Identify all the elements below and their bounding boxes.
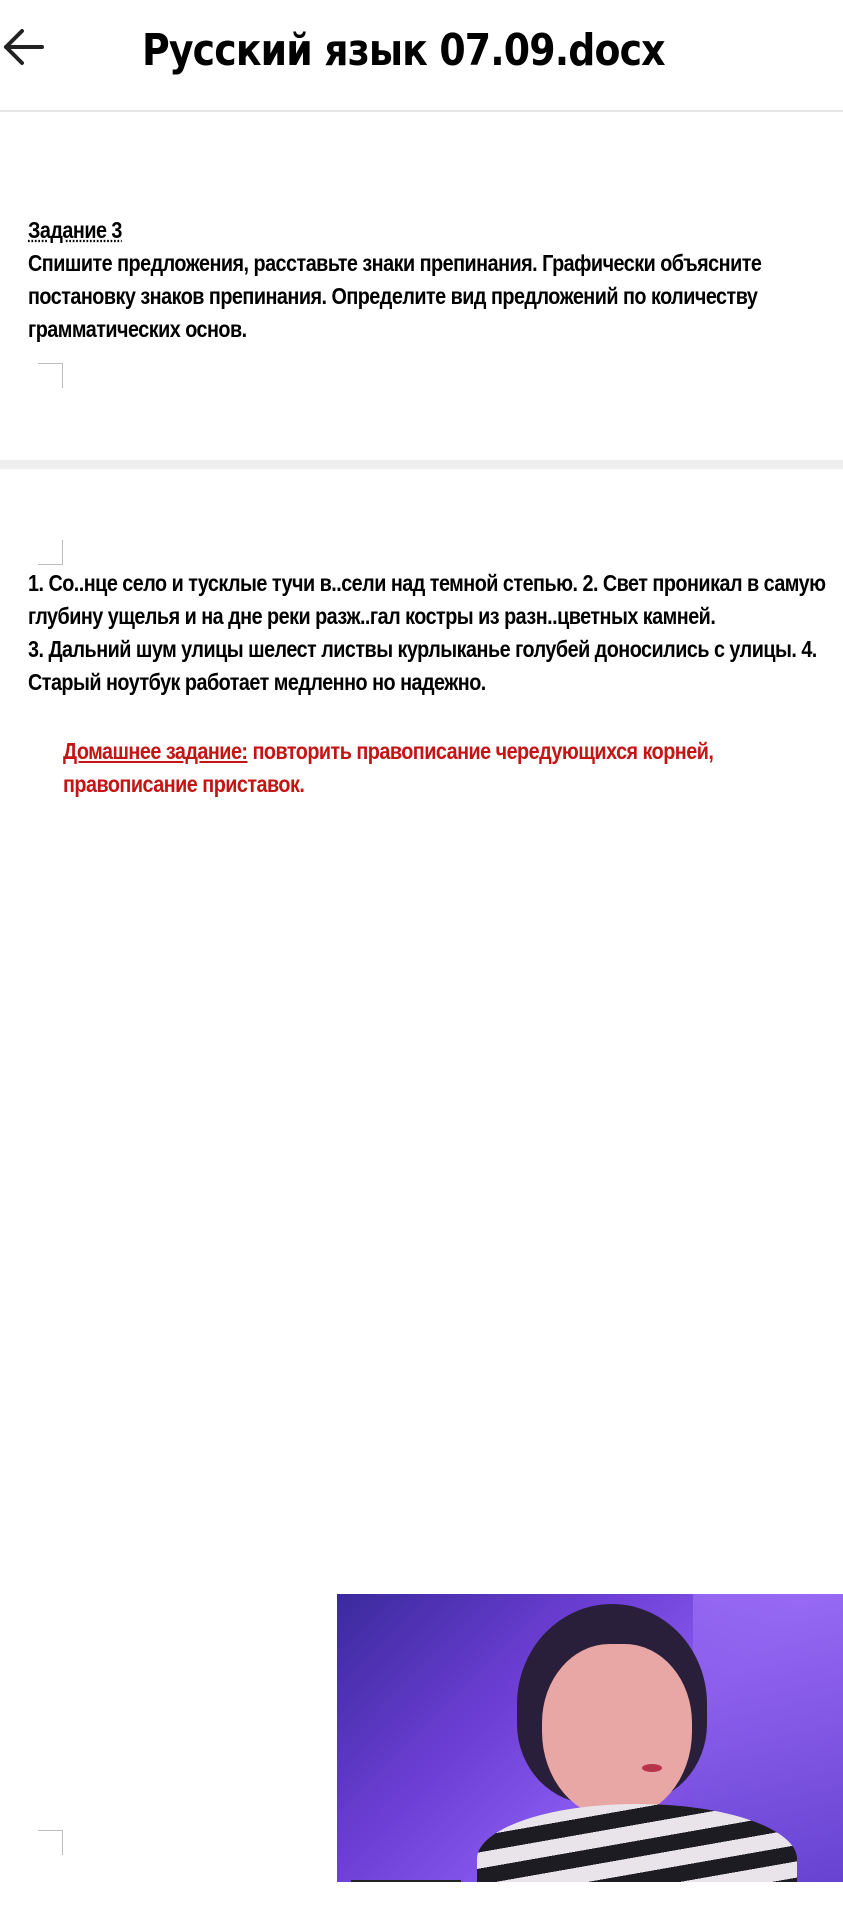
- document-title: Русский язык 07.09.docx: [142, 25, 665, 76]
- page-separator: [0, 460, 843, 469]
- margin-corner-mark: [38, 540, 63, 565]
- top-app-bar: [0, 0, 843, 112]
- task-instruction-line: постановку знаков препинания. Определите вид предложений по количеству: [28, 283, 758, 309]
- task-instruction-line: Спишите предложения, расставьте знаки препинания. Графически объясните: [28, 250, 762, 276]
- homework-label: Домашнее задание:: [63, 738, 248, 764]
- task-instruction-line: грамматических основ.: [28, 316, 247, 342]
- margin-corner-mark: [38, 363, 63, 388]
- webcam-video-overlay[interactable]: [337, 1594, 843, 1882]
- margin-corner-mark: [38, 1830, 63, 1855]
- sentence-line: Старый ноутбук работает медленно но надежно.: [28, 669, 486, 695]
- person-face: [542, 1644, 692, 1819]
- video-progress-bar: [351, 1880, 461, 1882]
- person-lips: [642, 1764, 662, 1772]
- sentence-line: глубину ущелья и на дне реки разж..гал костры из разн..цветных камней.: [28, 603, 716, 629]
- homework-text: правописание приставок.: [63, 771, 305, 797]
- task-block: [28, 214, 761, 346]
- sentences-block: [28, 567, 826, 699]
- sentence-line: 3. Дальний шум улицы шелест листвы курлыканье голубей доносились с улицы. 4.: [28, 636, 817, 662]
- arrow-left-icon[interactable]: [0, 22, 50, 72]
- homework-block: [63, 735, 713, 801]
- homework-text: повторить правописание чередующихся корней,: [247, 738, 714, 764]
- task-heading: Задание 3: [28, 217, 122, 243]
- sentence-line: 1. Со..нце село и тусклые тучи в..сели над темной степью. 2. Свет проникал в самую: [28, 570, 826, 596]
